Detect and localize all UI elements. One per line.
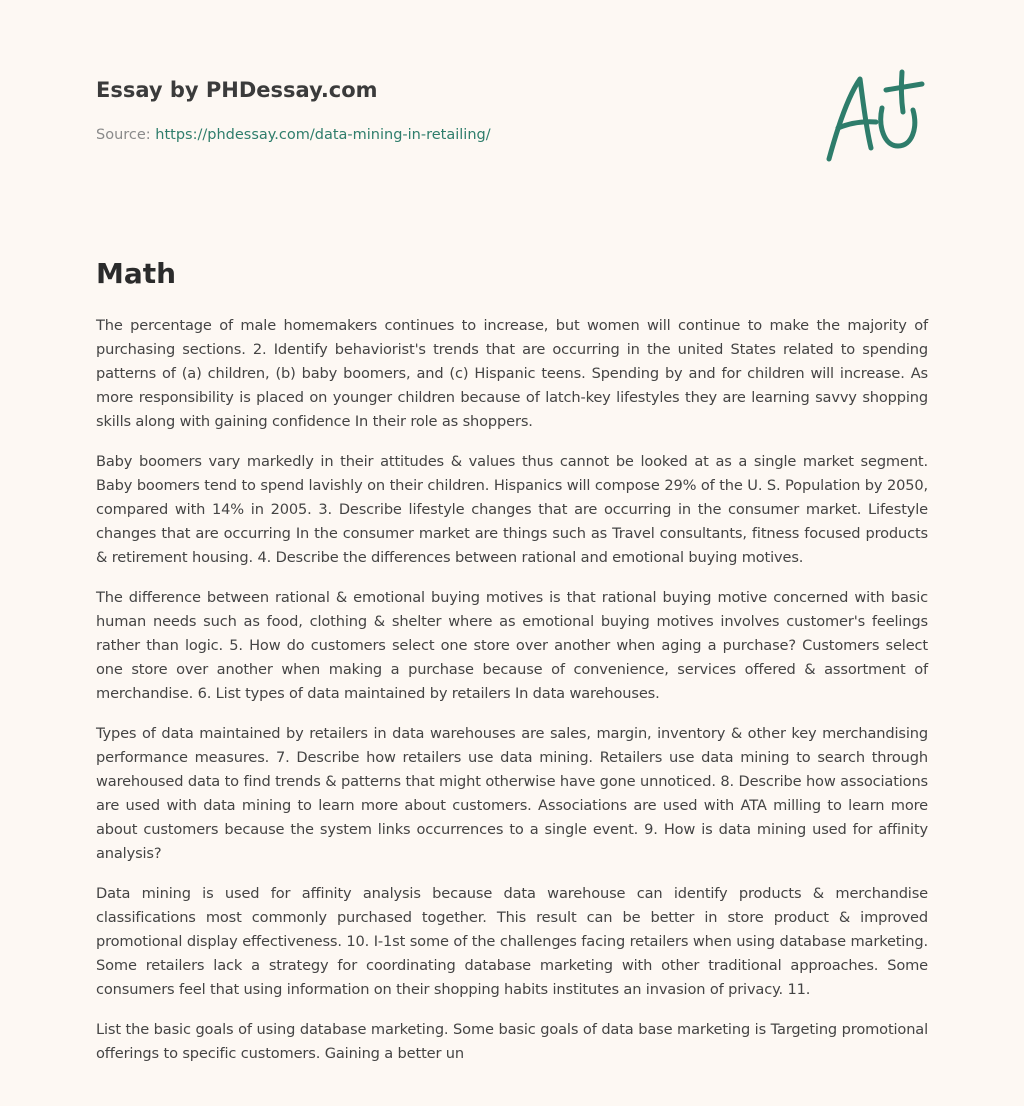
paragraph: The difference between rational & emotional buying motives is that rational buying motive concerned with basic human needs such as food, clothing & shelter where as emotional buying motives involves customer's feelings rather than logic. 5. How do customers select one store over another when aging a purchase? Customers select one store over another when making a purchase because of convenience, services offered & assortment of merchandise. 6. List types of data maintained by retailers In data warehouses. [96,589,928,702]
article-title: Math [96,257,177,290]
paragraph: The percentage of male homemakers continues to increase, but women will continue to make the majority of purchasing sections. 2. Identify behaviorist's trends that are occurring in the united States related to spending patterns of (a) children, (b) baby boomers, and (c) Hispanic teens. Spending by and for children will increase. As more responsibility is placed on younger children because of latch-key lifestyles they are learning savvy shopping skills along with gaining confidence In their role as shoppers. [96,317,928,430]
paragraph: Data mining is used for affinity analysis because data warehouse can identify products & merchandise classifications most commonly purchased together. This result can be better in store product & improved promotional display effectiveness. 10. I-1st some of the challenges facing retailers when using database marketing. Some retailers lack a strategy for coordinating database marketing with other traditional approaches. Some consumers feel that using information on their shopping habits institutes an invasion of privacy. 11. [96,885,928,998]
paragraph: Types of data maintained by retailers in data warehouses are sales, margin, inventory & other key merchandising performance measures. 7. Describe how retailers use data mining. Retailers use data mining to search through warehoused data to find trends & patterns that might otherwise have gone unnoticed. 8. Describe how associations are used with data mining to learn more about customers. Associations are used with ATA milling to learn more about customers because the system links occurrences to a single event. 9. How is data mining used for affinity analysis? [96,725,928,862]
article-body [96,314,928,1082]
source-label: Source: [96,127,156,143]
source-link[interactable]: https://phdessay.com/data-mining-in-retailing/ [155,127,491,143]
page-header [96,76,796,145]
paragraph: List the basic goals of using database marketing. Some basic goals of data base marketing is Targeting promotional offerings to specific customers. Gaining a better un [96,1021,928,1062]
a-plus-grade-icon [820,66,930,166]
source-line [96,125,796,145]
site-brand: Essay by PHDessay.com [96,78,378,102]
paragraph: Baby boomers vary markedly in their attitudes & values thus cannot be looked at as a single market segment. Baby boomers tend to spend lavishly on their children. Hispanics will compose 29% of the U. S. Population by 2050, compared with 14% in 2005. 3. Describe lifestyle changes that are occurring in the consumer market. Lifestyle changes that are occurring In the consumer market are things such as Travel consultants, fitness focused products & retirement housing. 4. Describe the differences between rational and emotional buying motives. [96,453,928,566]
